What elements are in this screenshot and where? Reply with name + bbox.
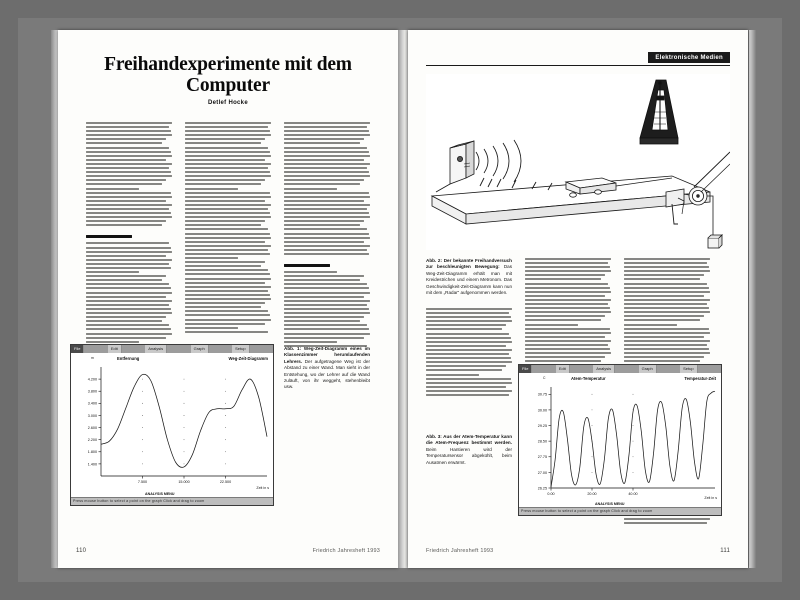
chart-subtitle-right: Temperatur-Zeit [684,376,716,381]
svg-text:27.00: 27.00 [537,470,547,475]
chart-status-text-right: Press mouse button to select a point on the graph Click and drag to zoom [521,509,653,513]
menu-item-edit[interactable]: Edit [108,345,122,353]
page-edge-right [749,30,756,568]
caption-1-text: Der aufgetragene Weg ist der Abstand zu einer Wand. Man sieht in der Entstehung, wo der Lehrer auf die Wand zuläuft, von ihr weggeht, stehenbleibt usw. [284,358,370,390]
analysis-menu-label-right: ANALYSIS MENU [595,502,625,506]
chart-statusbar-right [519,507,721,515]
chart-menubar[interactable] [71,345,273,353]
svg-text:3.400: 3.400 [87,401,97,406]
ultrasonic-sensor-icon [436,141,474,192]
caption-2-label: Abb. 2: Der bekannte Freihandversuch zur beschleunigten Bewegung: [426,258,512,270]
svg-text:4.200: 4.200 [87,377,97,382]
body-column-3 [284,122,370,349]
svg-text:3.800: 3.800 [87,389,97,394]
menu-item-edit-right[interactable]: Edit [556,365,570,373]
chart-svg-right [519,373,721,508]
magazine-spread [18,18,782,582]
svg-text:28.50: 28.50 [537,439,547,444]
menu-item-file[interactable]: File [71,345,84,353]
chart-svg-left [71,353,273,498]
svg-text:26.25: 26.25 [537,486,547,491]
chart-title-left: Entfernung [117,356,140,361]
menu-item-graph-right[interactable]: Graph [639,365,657,373]
caption-figure-2 [426,258,512,296]
svg-text:27.75: 27.75 [537,455,547,460]
svg-text:29.25: 29.25 [537,423,547,428]
footer-left: Friedrich Jahresheft 1993 [312,548,380,554]
page-edge-left [51,30,58,568]
menubar-filler-a [84,345,107,353]
svg-text:7.500: 7.500 [137,480,148,484]
menu-item-analysis[interactable]: Analysis [145,345,167,353]
chart-ylabel-left: m [91,356,94,360]
svg-text:3.000: 3.000 [87,413,97,418]
caption-3-label: Abb. 3: Aus der Atem-Temperatur kann die Atem-Frequenz bestimmt werden. [426,434,512,446]
chart-title-right: Atem-Temperatur [571,376,606,381]
page-title: Freihandexperimente mit dem Computer [104,54,352,96]
analysis-menu-label-left: ANALYSIS MENU [145,492,175,496]
page-number-left: 110 [76,548,87,554]
svg-text:22.500: 22.500 [219,480,232,484]
figure-weg-zeit-screenshot[interactable] [70,344,274,506]
body-column-1 [86,122,172,349]
menubar-filler-g [570,365,593,373]
body-column-4 [426,308,512,398]
chart-statusbar-left [71,497,273,505]
menu-item-file-right[interactable]: File [519,365,532,373]
ultrasonic-waves-icon [476,140,521,182]
left-page [58,30,398,568]
svg-text:1.800: 1.800 [87,450,97,455]
body-column-2 [185,122,271,335]
page-number-right: 111 [720,548,730,554]
illustration-ultrasonic-cart-experiment [426,74,730,250]
right-page [408,30,748,568]
menu-item-setup[interactable]: Setup [232,345,249,353]
svg-text:30.00: 30.00 [537,408,547,413]
chart-xlabel-left: Zeit in s [256,486,269,490]
chart-menubar-right[interactable] [519,365,721,373]
header-rule [426,65,730,66]
menubar-filler-i [657,365,680,373]
chart-plot-area-right [519,373,721,508]
menubar-filler-c [167,345,190,353]
chart-ylabel-right: C [543,376,546,380]
chart-xlabel-right: Zeit in s [704,496,717,500]
caption-3-text: Beim Hantieren wird der Temperatursensor abgekühlt, beim Ausatmen erwärmt. [426,446,512,465]
menu-item-graph[interactable]: Graph [191,345,209,353]
menu-item-analysis-right[interactable]: Analysis [593,365,615,373]
svg-text:0.00: 0.00 [547,492,555,496]
menubar-filler-b [122,345,145,353]
metronome-icon [640,80,678,144]
svg-text:2.600: 2.600 [87,425,97,430]
svg-text:40.00: 40.00 [628,492,638,496]
running-header-tag: Elektronische Medien [648,52,730,63]
menubar-filler-j [698,365,721,373]
menubar-filler-d [209,345,232,353]
caption-figure-3 [426,434,512,466]
menubar-filler-e [250,345,273,353]
caption-2-text: Das Weg-Zeit-Diagramm erhält man mit Kreidestrichen und einem Metronom. Das Geschwindigkeit-Zeit-Diagramm kann nun mit dem „Radar“ aufgenommen werden. [426,264,513,296]
figure-temperatur-zeit-screenshot[interactable] [518,364,722,516]
chart-plot-area-left [71,353,273,498]
weight-icon [708,235,722,248]
caption-figure-1 [284,346,370,391]
menubar-filler-h [615,365,638,373]
svg-text:2.200: 2.200 [87,438,97,443]
menubar-filler-f [532,365,555,373]
svg-text:20.00: 20.00 [587,492,597,496]
chart-subtitle-left: Weg-Zeit-Diagramm [228,356,268,361]
svg-text:15.000: 15.000 [178,480,190,484]
caption-1-label: Abb. 1: Weg-Zeit-Diagramm eines im Klassenzimmer herumlaufenden Lehrers. [284,346,370,364]
svg-text:30.75: 30.75 [537,392,547,397]
footer-right: Friedrich Jahresheft 1993 [426,548,494,554]
byline: Detlef Hocke [208,100,248,106]
svg-text:1.400: 1.400 [87,462,97,467]
chart-status-text-left: Press mouse button to select a point on the graph Click and drag to zoom [73,499,205,503]
menu-item-setup-right[interactable]: Setup [680,365,697,373]
